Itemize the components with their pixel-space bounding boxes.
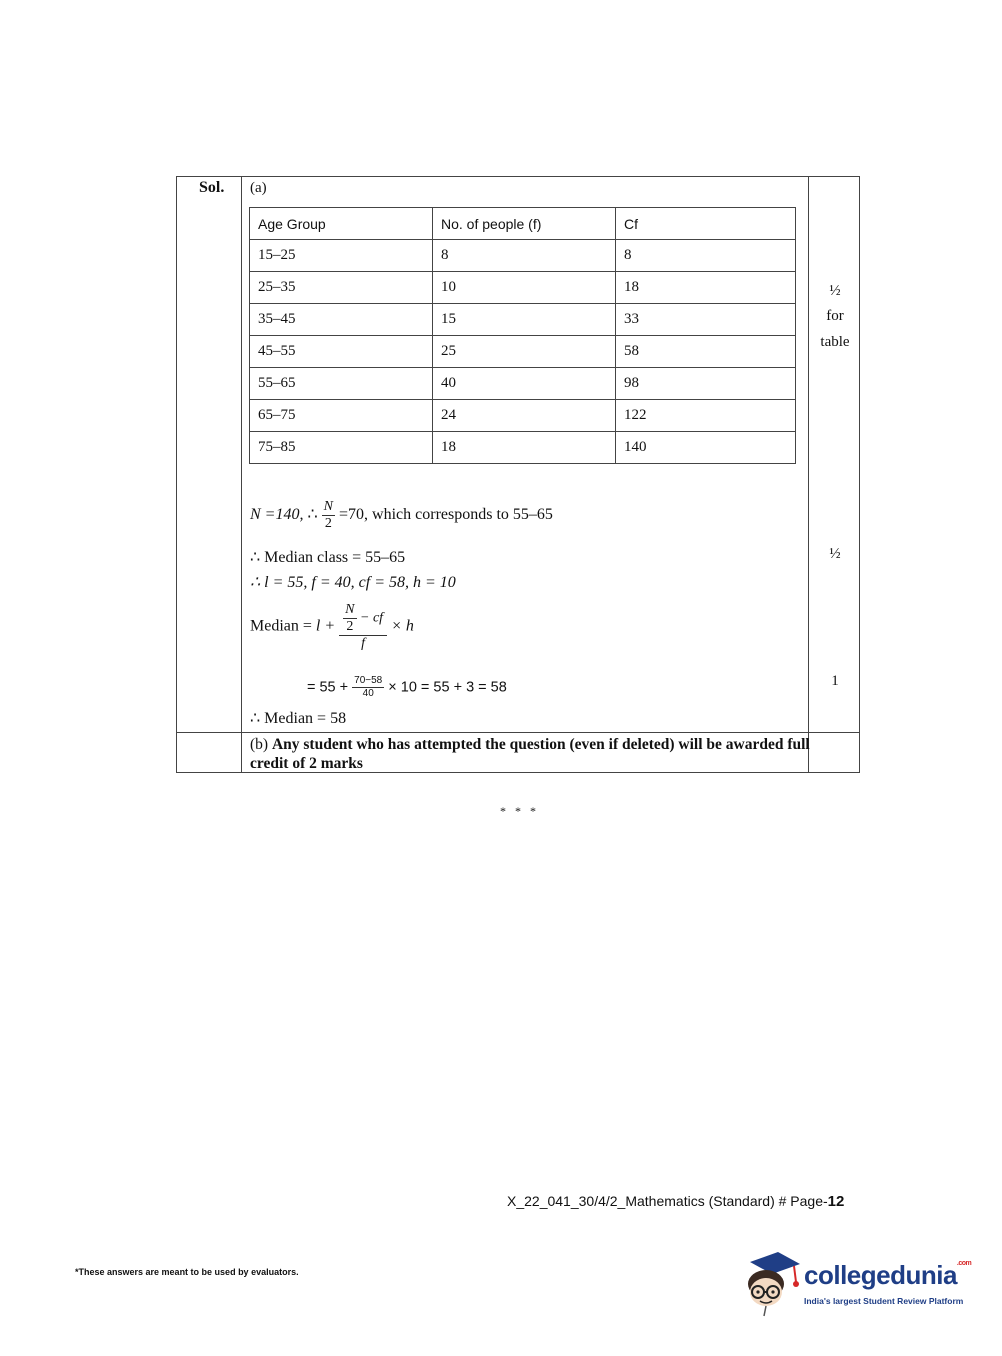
evaluator-note: *These answers are meant to be used by evaluators. [75, 1267, 299, 1277]
cell-frequency: 24 [433, 400, 616, 432]
brand-name: collegedunia$^{.com}$ [804, 1260, 972, 1290]
part-a-label: (a) [250, 180, 267, 196]
page-footer [507, 1193, 844, 1210]
table-row [250, 272, 796, 304]
calc-fraction [352, 675, 384, 700]
inner-numerator: N [345, 602, 355, 617]
frequency-table [249, 207, 796, 464]
page-number: 12 [827, 1193, 845, 1210]
cell-age-group: 15–25 [250, 240, 433, 272]
cell-frequency: 8 [433, 240, 616, 272]
header-cumulative-frequency: Cf [616, 208, 796, 240]
cell-cumulative: 33 [616, 304, 796, 336]
part-b-label: (b) [250, 736, 269, 753]
median-calculation [307, 675, 507, 700]
cell-age-group: 65–75 [250, 400, 433, 432]
marks-table-half: ½ [829, 283, 841, 299]
table-row [250, 304, 796, 336]
cell-age-group: 55–65 [250, 368, 433, 400]
formula-numerator [339, 602, 387, 636]
n-value: N =140, [250, 506, 304, 524]
cell-age-group: 25–35 [250, 272, 433, 304]
step-parameters: ∴ l = 55, f = 40, cf = 58, h = 10 [250, 574, 456, 591]
cell-frequency: 15 [433, 304, 616, 336]
marks-table-word: table [820, 334, 850, 350]
page-code: X_22_041_30/4/2_Mathematics (Standard) # Page- [507, 1193, 828, 1209]
table-header-row [250, 208, 796, 240]
table-row [250, 368, 796, 400]
formula-minus-cf: − cf [360, 610, 384, 626]
table-row [250, 336, 796, 368]
cell-frequency: 18 [433, 432, 616, 464]
section-separator: * * * [500, 804, 539, 818]
cell-age-group: 35–45 [250, 304, 433, 336]
brand-tagline: India's largest Student Review Platform [804, 1296, 964, 1306]
fraction-denominator: 2 [324, 516, 332, 531]
cell-cumulative: 8 [616, 240, 796, 272]
part-b-text: Any student who has attempted the question (even if deleted) will be awarded full credit of 2 marks [250, 736, 810, 772]
cell-frequency: 25 [433, 336, 616, 368]
step-median-class: ∴ Median class = 55–65 [250, 549, 406, 566]
calc-prefix: = 55 + [307, 679, 349, 696]
n-over-2-inner [343, 602, 356, 635]
brand-suffix: .com [956, 1260, 972, 1267]
header-age-group: Age Group [250, 208, 433, 240]
formula-times-h: × h [391, 617, 414, 635]
solution-frame [176, 176, 860, 773]
cell-cumulative: 122 [616, 400, 796, 432]
table-row [250, 240, 796, 272]
column-divider [241, 177, 242, 772]
cell-age-group: 45–55 [250, 336, 433, 368]
formula-l: l + [315, 617, 336, 635]
marks-median-class: ½ [829, 546, 841, 562]
median-result: ∴ Median = 58 [250, 710, 347, 727]
cell-frequency: 10 [433, 272, 616, 304]
inner-denominator: 2 [346, 619, 354, 634]
table-row [250, 400, 796, 432]
marks-median-value: 1 [831, 673, 839, 689]
cell-cumulative: 58 [616, 336, 796, 368]
cell-cumulative: 140 [616, 432, 796, 464]
solution-label: Sol. [199, 179, 225, 196]
cell-frequency: 40 [433, 368, 616, 400]
collegedunia-logo [742, 1248, 972, 1318]
calc-fraction-denominator: 40 [362, 688, 374, 699]
formula-denominator: f [361, 636, 366, 651]
part-b-answer [250, 735, 810, 773]
table-row [250, 432, 796, 464]
cell-age-group: 75–85 [250, 432, 433, 464]
cell-cumulative: 98 [616, 368, 796, 400]
n-over-2-result: =70 [339, 506, 365, 524]
cell-cumulative: 18 [616, 272, 796, 304]
formula-fraction [339, 602, 387, 652]
median-label: Median = [250, 617, 312, 635]
median-formula [250, 602, 414, 652]
part-b-divider [177, 732, 859, 733]
mascot-icon [742, 1248, 804, 1318]
calc-suffix: × 10 = 55 + 3 = 58 [388, 679, 507, 696]
corresponds-text: , which corresponds to 55–65 [364, 506, 553, 524]
header-frequency: No. of people (f) [433, 208, 616, 240]
step-n-over-2 [250, 499, 553, 532]
marks-table-for: for [826, 308, 844, 324]
therefore-symbol: ∴ [307, 506, 318, 524]
fraction-numerator: N [323, 499, 333, 514]
n-over-2-fraction [322, 499, 335, 532]
calc-fraction-numerator: 70−58 [354, 675, 383, 686]
